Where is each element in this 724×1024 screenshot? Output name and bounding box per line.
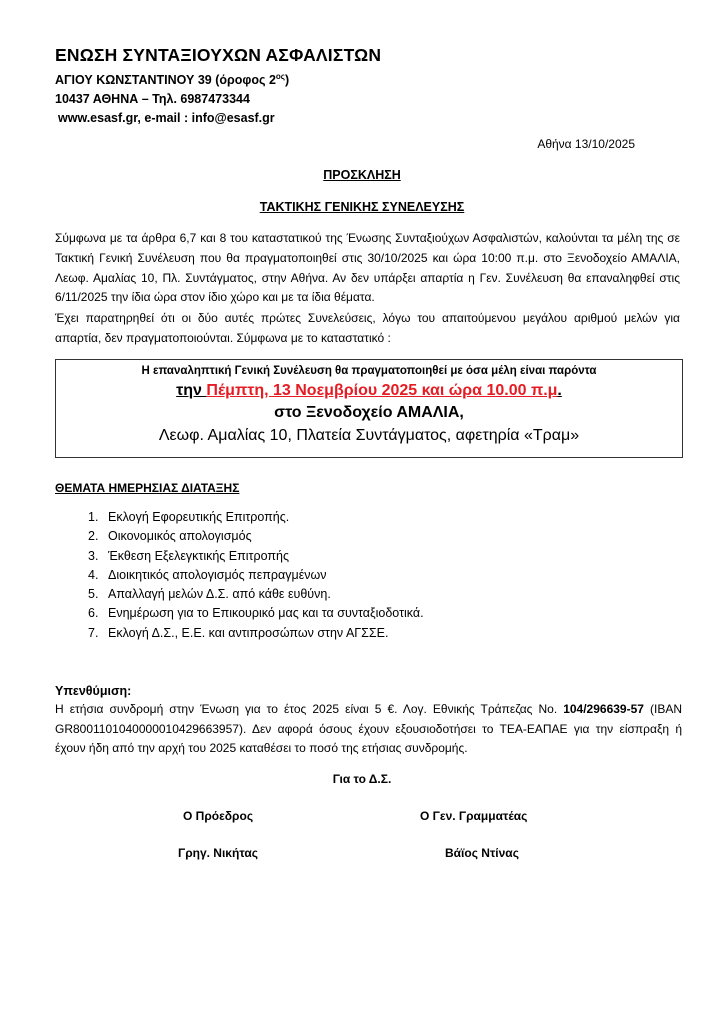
signature-role-secretary: Ο Γεν. Γραμματέας	[420, 809, 528, 823]
organization-web-email: www.esasf.gr, e-mail : info@esasf.gr	[58, 111, 275, 125]
signature-name-president: Γρηγ. Νικήτας	[178, 846, 258, 860]
agenda-item-number: 6.	[88, 606, 99, 621]
reminder-text-part1: Η ετήσια συνδρομή στην Ένωση για το έτος 2025 είναι 5 €. Λογ. Εθνικής Τράπεζας Νο.	[55, 702, 564, 716]
intro-paragraph: Σύμφωνα με τα άρθρα 6,7 και 8 του καταστατικού της Ένωσης Συνταξιούχων Ασφαλιστών, καλούνται τα μέλη της σε Τακτική Γενική Συνέλευση που θα πραγματοποιηθεί στις 30/10/2025 και ώρα 10:00 π.μ. στο Ξενοδοχείο ΑΜΑΛΙΑ, Λεωφ. Αμαλίας 10, Πλ. Συντάγματος, στην Αθήνα. Αν δεν υπάρξει απαρτία η Γεν. Συνέλευση θα επαναληφθεί στις 6/11/2025 την ίδια ώρα στον ίδιο χώρο και με τα ίδια θέματα.	[55, 231, 680, 305]
organization-address	[55, 72, 289, 87]
agenda-item	[88, 547, 424, 566]
reminder-text	[55, 700, 682, 759]
bank-account-number: 104/296639-57	[563, 702, 644, 716]
agenda-item-text: Διοικητικός απολογισμός πεπραγμένων	[108, 567, 327, 582]
agenda-item-number: 7.	[88, 625, 99, 640]
document-subtitle: ΤΑΚΤΙΚΗΣ ΓΕΝΙΚΗΣ ΣΥΝΕΛΕΥΣΗΣ	[259, 200, 465, 214]
notice-date-highlight: Πέμπτη, 13 Νοεμβρίου 2025 και ώρα 10.00 π.μ	[206, 382, 558, 399]
notice-venue: στο Ξενοδοχείο ΑΜΑΛΙΑ,	[274, 404, 464, 421]
address-floor-superscript: ος	[275, 72, 285, 81]
agenda-item	[88, 624, 424, 643]
agenda-item-text: Έκθεση Εξελεγκτικής Επιτροπής	[108, 548, 289, 563]
notice-date-line	[56, 380, 682, 402]
signature-name-secretary: Βάϊος Ντίνας	[445, 846, 519, 860]
organization-city-phone: 10437 ΑΘΗΝΑ – Τηλ. 6987473344	[55, 92, 250, 106]
signature-for-board: Για το Δ.Σ.	[332, 772, 392, 786]
agenda-item	[88, 585, 424, 604]
agenda-item	[88, 527, 424, 546]
organization-name: ΕΝΩΣΗ ΣΥΝΤΑΞΙΟΥΧΩΝ ΑΣΦΑΛΙΣΤΩΝ	[55, 45, 382, 65]
agenda-title: ΘΕΜΑΤΑ ΗΜΕΡΗΣΙΑΣ ΔΙΑΤΑΞΗΣ	[55, 481, 240, 495]
agenda-item-number: 3.	[88, 548, 99, 563]
notice-date-suffix: .	[557, 382, 562, 399]
agenda-list	[88, 508, 424, 643]
agenda-item-text: Εκλογή Δ.Σ., Ε.Ε. και αντιπροσώπων στην ΑΓΣΣΕ.	[108, 625, 389, 640]
address-end: )	[284, 73, 290, 88]
agenda-item-text: Απαλλαγή μελών Δ.Σ. από κάθε ευθύνη.	[108, 587, 331, 602]
reminder-text-part2: (IBAN GR8001101040000010429663957). Δεν αφορά όσους έχουν εξουσιοδοτήσει το ΤΕΑ-ΕΑΠΑΕ για την είσπραξη ή έχουν ήδη από την αρχή του 2025 καταθέσει το ποσό της ετήσιας συνδρομής.	[55, 702, 682, 755]
notice-line-1: Η επαναληπτική Γενική Συνέλευση θα πραγματοποιηθεί με όσα μέλη είναι παρόντα	[141, 365, 597, 377]
document-date: Αθήνα 13/10/2025	[537, 137, 635, 151]
agenda-item-number: 4.	[88, 567, 99, 582]
agenda-item	[88, 604, 424, 623]
agenda-item-number: 5.	[88, 587, 99, 602]
agenda-item-number: 2.	[88, 529, 99, 544]
agenda-item	[88, 566, 424, 585]
reminder-title: Υπενθύμιση:	[55, 684, 132, 698]
agenda-item-text: Οικονομικός απολογισμός	[108, 529, 252, 544]
agenda-item-text: Ενημέρωση για το Επικουρικό μας και τα συνταξιοδοτικά.	[108, 606, 424, 621]
agenda-item-text: Εκλογή Εφορευτικής Επιτροπής.	[108, 510, 290, 524]
agenda-item	[88, 508, 424, 527]
address-text: ΑΓΙΟΥ ΚΩΝΣΤΑΝΤΙΝΟΥ 39 (όροφος 2	[55, 73, 276, 88]
notice-date-prefix: την	[176, 382, 207, 399]
quorum-paragraph: Έχει παρατηρηθεί ότι οι δύο αυτές πρώτες Συνελεύσεις, λόγω του απαιτούμενου μεγάλου αριθμού μελών για απαρτία, δεν πραγματοποιούνται. Σύμφωνα με το καταστατικό :	[55, 311, 680, 345]
document-title: ΠΡΟΣΚΛΗΣΗ	[323, 168, 401, 182]
signature-role-president: Ο Πρόεδρος	[183, 809, 254, 823]
agenda-item-number: 1.	[88, 510, 99, 524]
notice-address: Λεωφ. Αμαλίας 10, Πλατεία Συντάγματος, αφετηρία «Τραμ»	[158, 427, 580, 444]
repeat-meeting-notice-box	[55, 359, 683, 458]
